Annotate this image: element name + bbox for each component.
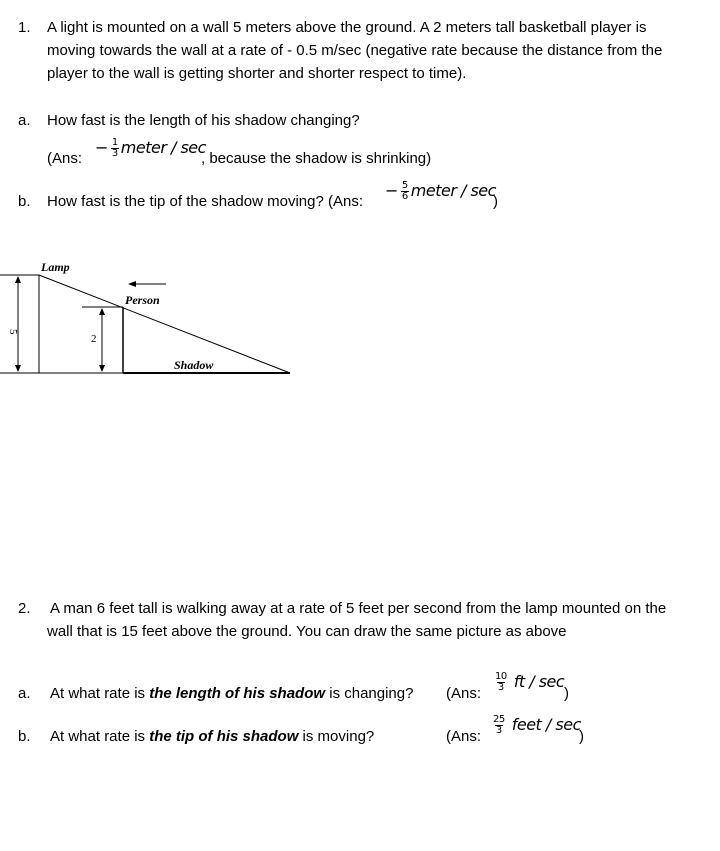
problem-1b-label: b. (18, 193, 31, 210)
problem-1a-ans-suffix: , because the shadow is shrinking) (201, 150, 432, 167)
problem-2b-label: b. (18, 728, 31, 745)
wall-height-label: 5 (7, 329, 19, 335)
arrow-head-up (99, 308, 105, 315)
question-text: At what rate is (50, 728, 150, 745)
problem-2b-ans-prefix: (Ans: (446, 728, 482, 745)
unit: ft / sec (513, 672, 565, 691)
emphasis-text: the length of his shadow (149, 685, 326, 702)
problem-2a-ans-close: ) (564, 685, 569, 702)
unit: feet / sec (511, 715, 581, 734)
arrow-head-down (15, 365, 21, 372)
unit: meter / sec (410, 181, 496, 200)
problem-1a-answer-expression (95, 136, 206, 159)
question-text: is changing? (325, 685, 414, 702)
problem-2a-ans-prefix: (Ans: (446, 685, 482, 702)
light-ray (39, 275, 290, 373)
person-height-label: 2 (91, 333, 97, 345)
question-text: At what rate is (50, 685, 150, 702)
problem-1b-answer-expression (385, 179, 496, 202)
fraction-denominator: 6 (401, 191, 408, 202)
emphasis-text: the tip of his shadow (149, 728, 299, 745)
problem-1-line-1: A light is mounted on a wall 5 meters above the ground. A 2 meters tall basketball player is (47, 19, 647, 36)
lamp-label: Lamp (41, 260, 70, 274)
problem-1-line-3: player to the wall is getting shorter and shorter respect to time). (47, 65, 467, 82)
fraction-numerator: 5 (401, 180, 408, 191)
fraction-numerator: 25 (493, 714, 505, 725)
problem-2a-label: a. (18, 685, 31, 702)
problem-1b-question: How fast is the tip of the shadow moving? (Ans: (47, 193, 363, 210)
fraction (111, 138, 119, 159)
problem-1a-label: a. (18, 112, 31, 129)
arrow-head-up (15, 276, 21, 283)
problem-1-number: 1. (18, 19, 31, 36)
shadow-label: Shadow (174, 358, 214, 372)
problem-2b-question (50, 725, 374, 748)
minus-sign: − (385, 181, 398, 200)
problem-1a-question: How fast is the length of his shadow changing? (47, 112, 360, 129)
fraction (401, 181, 409, 202)
problem-2b-answer-expression (490, 713, 581, 736)
problem-2-line-2: wall that is 15 feet above the ground. You can draw the same picture as above (47, 623, 567, 640)
problem-2a-answer-expression (492, 670, 564, 693)
question-text: is moving? (298, 728, 375, 745)
fraction-denominator: 3 (497, 682, 504, 693)
fraction-numerator: 10 (495, 671, 507, 682)
fraction-denominator: 3 (495, 725, 502, 736)
problem-2a-question (50, 682, 413, 705)
problem-2-line-1: A man 6 feet tall is walking away at a rate of 5 feet per second from the lamp mounted on the (50, 600, 667, 617)
fraction (494, 672, 508, 693)
fraction-numerator: 1 (111, 137, 118, 148)
problem-1a-ans-prefix: (Ans: (47, 150, 83, 167)
arrow-head-left (128, 281, 136, 287)
minus-sign: − (95, 138, 108, 157)
fraction-denominator: 3 (111, 148, 118, 159)
unit: meter / sec (120, 138, 206, 157)
lamp-shadow-diagram (0, 255, 310, 380)
problem-2-number: 2. (18, 600, 31, 617)
problem-1-line-2: moving towards the wall at a rate of - 0.5 m/sec (negative rate because the distance from the (47, 42, 663, 59)
problem-1b-ans-close: ) (493, 193, 498, 210)
fraction (492, 715, 506, 736)
person-label: Person (125, 293, 160, 307)
arrow-head-down (99, 365, 105, 372)
problem-2b-ans-close: ) (579, 728, 584, 745)
